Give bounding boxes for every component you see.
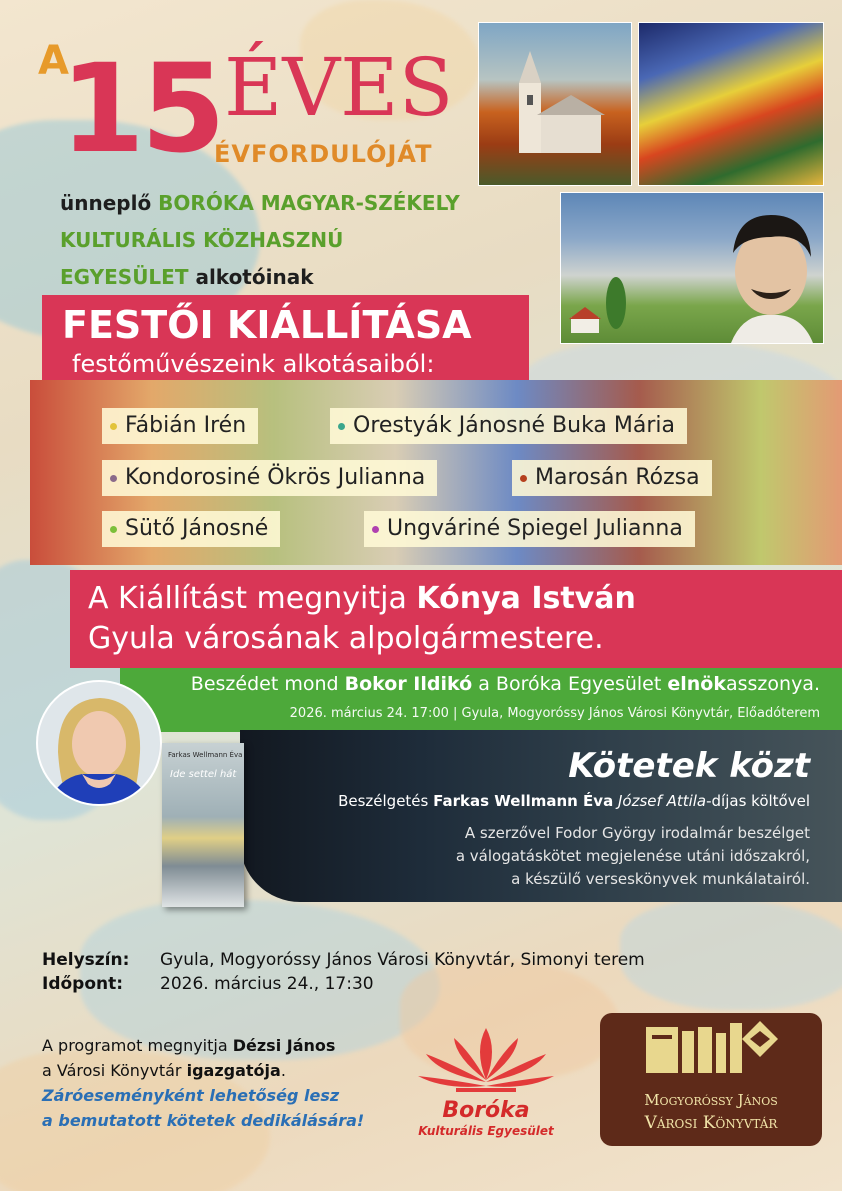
title-evfordulo: ÉVFORDULÓJÁT — [214, 140, 433, 168]
info-time — [42, 974, 123, 994]
title-prefix: A — [38, 38, 69, 84]
org-line2-green: KULTURÁLIS KÖZHASZNÚ — [60, 228, 344, 252]
artist-item — [102, 408, 258, 444]
opening-text: A Kiállítást megnyitja — [88, 581, 407, 616]
bullet-dot — [110, 475, 117, 482]
opener-name: Kónya István — [416, 581, 636, 616]
poet-name: Farkas Wellmann Éva — [433, 792, 614, 810]
boroka-name: Boróka — [442, 1098, 530, 1123]
bullet-dot — [372, 526, 379, 533]
painting-petofi — [560, 192, 824, 344]
closing-period: . — [280, 1061, 286, 1080]
opening-line2: Gyula városának alpolgármestere. — [88, 621, 604, 656]
artist-name: Ungváriné Spiegel Julianna — [387, 516, 683, 541]
artist-item — [330, 408, 687, 444]
director-title: igazgatója — [186, 1061, 281, 1080]
speaker-role-bold: elnök — [667, 673, 726, 695]
artist-name: Marosán Rózsa — [535, 465, 700, 490]
portrait-image — [38, 682, 160, 804]
place-label: Helyszín: — [42, 950, 130, 970]
director-name: Dézsi János — [232, 1036, 336, 1055]
speech-text: Beszédet mond — [190, 673, 339, 695]
org-line3-green: EGYESÜLET — [60, 265, 189, 289]
desc-line: a készülő verseskönyvek munkálatairól. — [511, 870, 810, 888]
title-eves: ÉVES — [224, 41, 454, 134]
exhibition-title: FESTŐI KIÁLLÍTÁSA — [62, 303, 472, 347]
closing-line4: a bemutatott kötetek dedikálására! — [42, 1111, 365, 1130]
closing-line3: Záróeseményként lehetőség lesz — [42, 1086, 340, 1105]
closing-line2: a Városi Könyvtár — [42, 1061, 182, 1080]
book-author: Farkas Wellmann Éva — [168, 751, 243, 759]
info-place — [42, 950, 129, 970]
award-suffix: -díjas költővel — [706, 792, 810, 810]
desc-line: a válogatáskötet megjelenése utáni időszakról, — [455, 847, 810, 865]
exhibition-banner — [42, 295, 529, 391]
boroka-lotus-icon — [396, 1020, 576, 1100]
closing-text — [42, 1033, 364, 1133]
bullet-dot — [110, 423, 117, 430]
boroka-subtitle: Kulturális Egyesület — [418, 1124, 554, 1138]
painting-landscape-bright — [638, 22, 824, 186]
library-name-line1: Mogyoróssy János — [644, 1091, 778, 1109]
book-event-panel — [240, 730, 842, 902]
artist-name: Sütő Jánosné — [125, 516, 269, 541]
speech-text-2: a Boróka Egyesület — [478, 673, 662, 695]
artist-name: Kondorosiné Ökrös Julianna — [125, 465, 426, 490]
closing-line1: A programot megnyitja — [42, 1036, 228, 1055]
artist-name: Orestyák Jánosné Buka Mária — [353, 413, 676, 438]
speaker-portrait — [36, 680, 162, 806]
place-value: Gyula, Mogyoróssy János Városi Könyvtár, Simonyi terem — [160, 950, 645, 970]
org-line3-plain: alkotóinak — [195, 265, 314, 289]
speaker-role-rest: asszonya. — [725, 673, 820, 695]
conv-text: Beszélgetés — [338, 792, 429, 810]
organization-text — [60, 185, 460, 296]
speaker-name: Bokor Ildikó — [344, 673, 473, 695]
bullet-dot — [338, 423, 345, 430]
book-cover — [162, 743, 244, 907]
bullet-dot — [110, 526, 117, 533]
exhibition-subtitle: festőművészeink alkotásaiból: — [72, 350, 435, 378]
speech-details: 2026. március 24. 17:00 | Gyula, Mogyoróssy János Városi Könyvtár, Előadóterem — [289, 706, 820, 721]
artist-name: Fábián Irén — [125, 413, 247, 438]
speech-line — [191, 673, 820, 695]
opening-banner — [70, 570, 842, 668]
artist-item — [364, 511, 695, 547]
painting-church — [478, 22, 632, 186]
anniversary-number: 15 — [60, 38, 222, 180]
artist-item — [102, 460, 437, 496]
church-sketch — [479, 23, 631, 185]
boroka-logo — [396, 1020, 576, 1150]
desc-line: A szerzővel Fodor György irodalmár beszélget — [464, 824, 810, 842]
library-logo — [600, 1013, 822, 1146]
book-event-line1 — [338, 792, 810, 810]
artist-item — [512, 460, 712, 496]
library-name-line2: Városi Könyvtár — [644, 1113, 778, 1133]
org-line1-green: BORÓKA MAGYAR-SZÉKELY — [158, 191, 460, 215]
portrait-sketch — [561, 193, 823, 343]
library-books-icon — [600, 1013, 822, 1083]
org-line1-plain: ünneplő — [60, 191, 152, 215]
opening-line1 — [88, 579, 636, 619]
time-value: 2026. március 24., 17:30 — [160, 974, 374, 994]
bullet-dot — [520, 475, 527, 482]
speech-banner — [120, 668, 842, 732]
book-event-desc — [456, 822, 810, 891]
book-event-title: Kötetek közt — [568, 746, 810, 786]
time-label: Időpont: — [42, 974, 124, 994]
book-title: Ide settel hát — [170, 769, 237, 780]
award-name: József Attila — [618, 792, 707, 810]
artist-item — [102, 511, 280, 547]
